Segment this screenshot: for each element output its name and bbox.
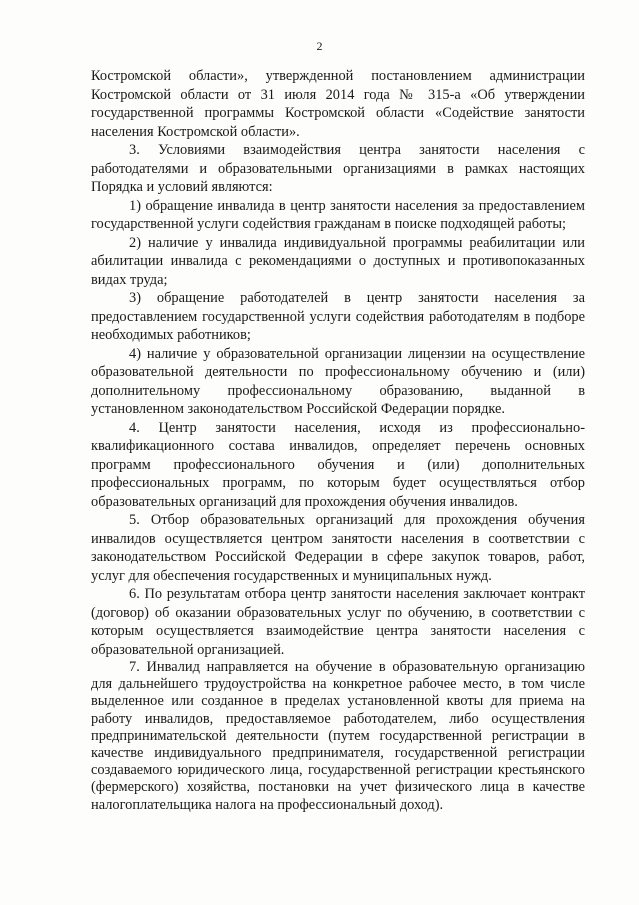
paragraph-item-3: 3. Условиями взаимодействия центра занятости населения с работодателями и образовательными организациями в рамках настоящих Порядка и условий являются:	[91, 142, 585, 195]
paragraph-item-7: 7. Инвалид направляется на обучение в образовательную организацию для дальнейшего трудоустройства на конкретное рабочее место, в том числе выделенное или созданное в пределах установленной квоты для приема на работу инвалидов, предоставляемое работодателем, либо осуществления предпринимательской деятельности (путем государственной регистрации в качестве индивидуального предпринимателя, государственной регистрации создаваемого юридического лица, государственной регистрации крестьянского (фермерского) хозяйства, постановки на учет физического лица в качестве налогоплательщика налога на профессиональный доход).	[91, 659, 585, 813]
paragraph-intro-continuation: Костромской области», утвержденной постановлением администрации Костромской области от 31 июля 2014 года № 315-а «Об утверждении государственной программы Костромской области «Содействие занятости населения Костромской области».	[91, 68, 585, 140]
paragraph-item-4: 4. Центр занятости населения, исходя из профессионально-квалификационного состава инвалидов, определяет перечень основных программ профессионального обучения и (или) дополнительных профессиональных программ, по которым будет осуществляться отбор образовательных организаций для прохождения обучения инвалидов.	[91, 419, 585, 510]
document-body	[91, 67, 585, 814]
paragraph-item-3-3: 3) обращение работодателей в центр занятости населения за предоставлением государственной услуги содействия работодателям в подборе необходимых работников;	[91, 290, 585, 343]
page-number: 2	[316, 39, 323, 53]
paragraph-item-6: 6. По результатам отбора центр занятости населения заключает контракт (договор) об оказании образовательных услуг по обучению, в соответствии с которым осуществляется взаимодействие центра занятости населения с образовательной организацией.	[91, 586, 585, 658]
paragraph-item-3-2: 2) наличие у инвалида индивидуальной программы реабилитации или абилитации инвалида с рекомендациями о доступных и противопоказанных видах труда;	[91, 234, 585, 288]
paragraph-item-5: 5. Отбор образовательных организаций для прохождения обучения инвалидов осуществляется центром занятости населения в соответствии с законодательством Российской Федерации в сфере закупок товаров, работ, услуг для обеспечения государственных и муниципальных нужд.	[91, 512, 585, 584]
paragraph-item-3-4: 4) наличие у образовательной организации лицензии на осуществление образовательной деятельности по профессиональному обучению и (или) дополнительному профессиональному образованию, выданной в установленном законодательством Российской Федерации порядке.	[91, 345, 585, 417]
paragraph-item-3-1: 1) обращение инвалида в центр занятости населения за предоставлением государственной услуги содействия гражданам в поиске подходящей работы;	[91, 197, 585, 232]
